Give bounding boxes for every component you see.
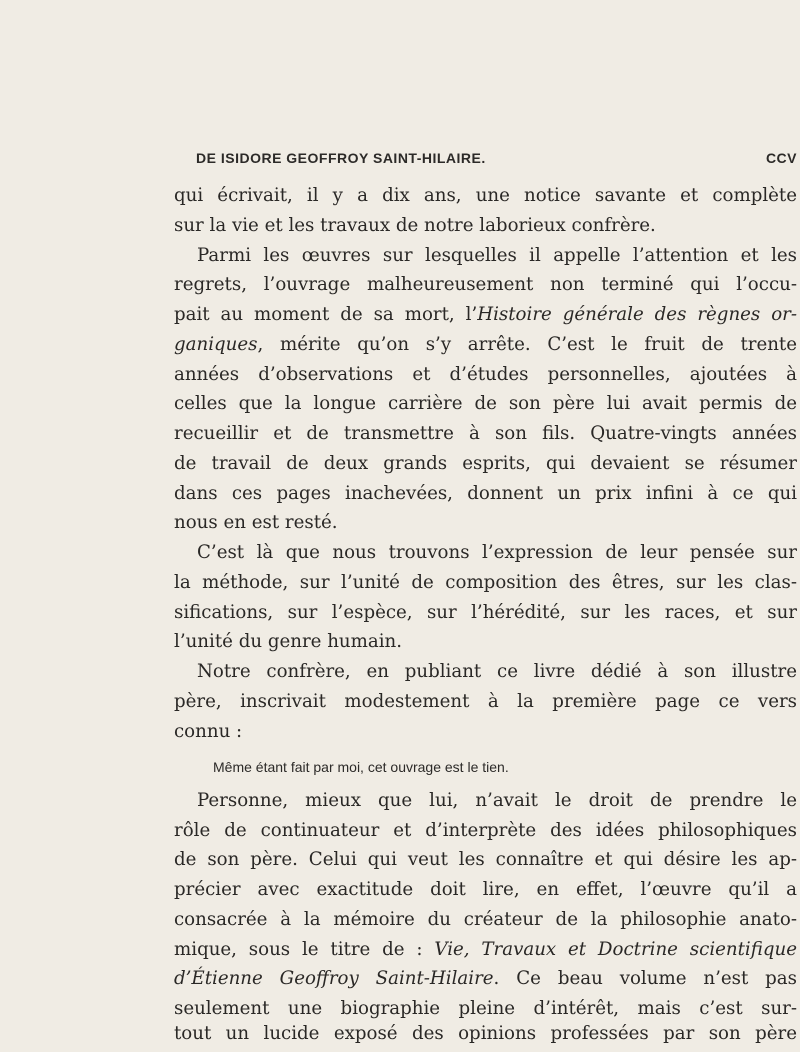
text-line: recueillir et de transmettre à son fils. Quatre-vingts années [174,423,797,445]
text-line: qui écrivait, il y a dix ans, une notice savante et complète [174,185,797,206]
text-line: de son père. Celui qui veut les connaître et qui désire les ap- [174,849,797,871]
text-line: tout un lucide exposé des opinions professées par son père [174,1023,797,1044]
text-line: précier avec exactitude doit lire, en effet, l’œuvre qu’il a [174,879,797,900]
page-number: CCV [765,150,797,166]
text-line: années d’observations et d’études personnelles, ajoutées à [174,363,797,385]
text-line: connu : [174,720,243,742]
text-line: sifications, sur l’espèce, sur l’hérédité, sur les races, et sur [174,601,797,623]
text-line: seulement une biographie pleine d’intérêt, mais c’est sur- [174,998,797,1019]
running-header [174,150,797,174]
text-line: sur la vie et les travaux de notre laborieux confrère. [174,214,656,236]
text-line: la méthode, sur l’unité de composition des êtres, sur les clas- [174,571,797,593]
text-line: Parmi les œuvres sur lesquelles il appelle l’attention et les [197,244,797,266]
text-line: d’Étienne Geoffroy Saint-Hilaire. Ce beau volume n’est pas [174,968,797,990]
text-line: C’est là que nous trouvons l’expression de leur pensée sur [197,542,797,564]
text-line: nous en est resté. [174,512,338,534]
text-line: père, inscrivait modestement à la première page ce vers [174,690,797,712]
text-line: ganiques, mérite qu’on s’y arrête. C’est le fruit de trente [174,333,797,355]
text-line: consacrée à la mémoire du créateur de la philosophie anato- [174,908,797,930]
text-line: dans ces pages inachevées, donnent un prix infini à ce qui [174,482,797,504]
text-line: rôle de continuateur et d’interprète des idées philosophiques [174,819,797,841]
text-line: Personne, mieux que lui, n’avait le droit de prendre le [197,789,797,811]
text-line: Notre confrère, en publiant ce livre dédié à son illustre [197,661,797,683]
quoted-verse: Même étant fait par moi, cet ouvrage est le tien. [213,759,509,776]
text-line: l’unité du genre humain. [174,631,403,653]
text-line: mique, sous le titre de : Vie, Travaux et Doctrine scientifique [174,938,797,960]
text-line: celles que la longue carrière de son père lui avait permis de [174,393,797,415]
text-line: pait au moment de sa mort, l’Histoire générale des règnes or- [174,304,797,325]
text-line: regrets, l’ouvrage malheureusement non terminé qui l’occu- [174,274,797,296]
running-title: DE ISIDORE GEOFFROY SAINT-HILAIRE. [196,150,486,166]
text-line: de travail de deux grands esprits, qui devaient se résumer [174,452,797,474]
